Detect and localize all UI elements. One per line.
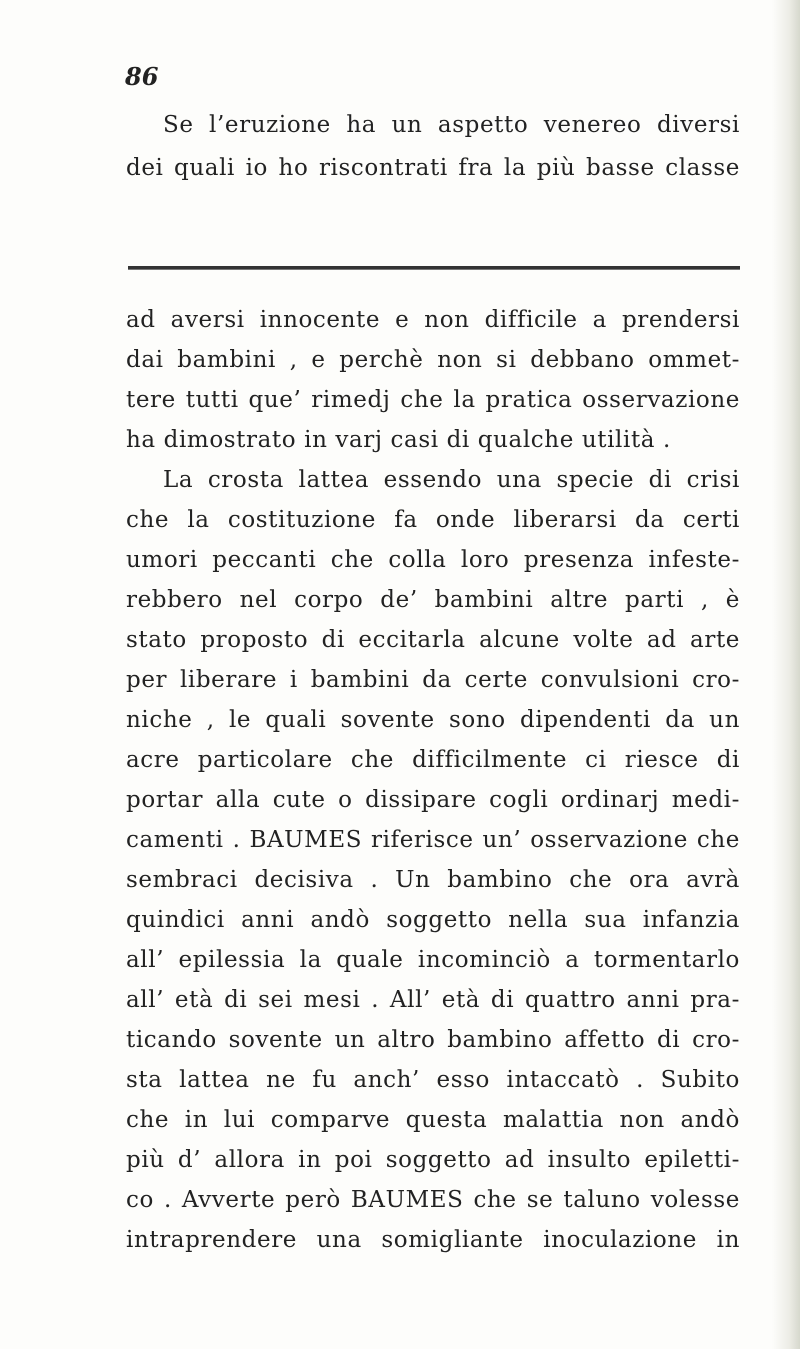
text-line: niche , le quali sovente sono dipendenti da un	[126, 707, 740, 733]
text-line: tere tutti que’ rimedj che la pratica osservazione	[126, 387, 740, 413]
text-line: che in lui comparve questa malattia non andò	[126, 1107, 740, 1133]
text-line: per liberare i bambini da certe convulsioni cro-	[126, 667, 740, 693]
text-line: co . Avverte però BAUMES che se taluno volesse	[126, 1187, 740, 1213]
text-line: ad aversi innocente e non difficile a prendersi	[126, 307, 740, 333]
text-line: rebbero nel corpo de’ bambini altre parti , è	[126, 587, 740, 613]
page-number: 86	[125, 62, 159, 91]
text-line: quindici anni andò soggetto nella sua infanzia	[126, 907, 740, 933]
text-line: portar alla cute o dissipare cogli ordinarj medi-	[126, 787, 740, 813]
text-line: Se l’eruzione ha un aspetto venereo diversi	[163, 112, 740, 138]
text-line: umori peccanti che colla loro presenza infeste-	[126, 547, 740, 573]
text-line: all’ età di sei mesi . All’ età di quattro anni pra-	[126, 987, 740, 1013]
text-line: più d’ allora in poi soggetto ad insulto epiletti-	[126, 1147, 740, 1173]
text-line: stato proposto di eccitarla alcune volte ad arte	[126, 627, 740, 653]
text-line: intraprendere una somigliante inoculazione in	[126, 1227, 740, 1253]
text-line: sembraci decisiva . Un bambino che ora avrà	[126, 867, 740, 893]
text-line: che la costituzione fa onde liberarsi da certi	[126, 507, 740, 533]
text-line: all’ epilessia la quale incominciò a tormentarlo	[126, 947, 740, 973]
text-line: dei quali io ho riscontrati fra la più basse classe	[126, 155, 740, 181]
text-line: acre particolare che difficilmente ci riesce di	[126, 747, 740, 773]
text-line: sta lattea ne fu anch’ esso intaccatò . Subito	[126, 1067, 740, 1093]
page-edge-shadow	[772, 0, 800, 1349]
text-line: ticando sovente un altro bambino affetto di cro-	[126, 1027, 740, 1053]
section-divider-shadow	[128, 269, 740, 270]
text-line: ha dimostrato in varj casi di qualche utilità .	[126, 427, 671, 453]
text-line: camenti . BAUMES riferisce un’ osservazione che	[126, 827, 740, 853]
text-line: dai bambini , e perchè non si debbano ommet-	[126, 347, 740, 373]
text-line: La crosta lattea essendo una specie di crisi	[163, 467, 740, 493]
